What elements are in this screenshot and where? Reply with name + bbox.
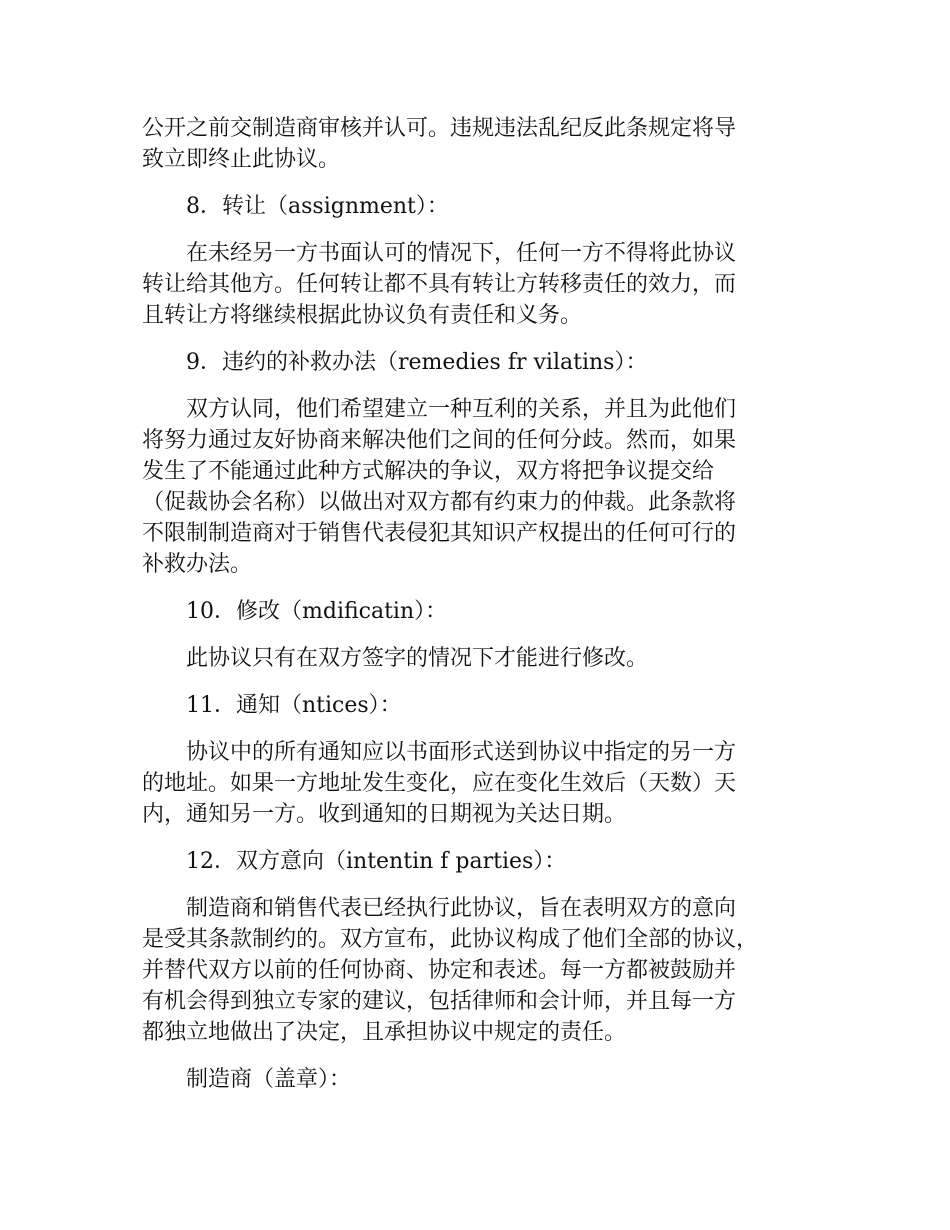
text-line: 在未经另一方书面认可的情况下，任何一方不得将此协议 bbox=[186, 241, 737, 266]
heading-8 bbox=[142, 191, 822, 222]
text-line: 并替代双方以前的任何协商、协定和表述。每一方都被鼓励并 bbox=[142, 958, 737, 983]
text-line: 补救办法。 bbox=[142, 552, 253, 577]
text-line: 发生了不能通过此种方式解决的争议，双方将把争议提交给 bbox=[142, 459, 715, 484]
para-confidentiality-end bbox=[142, 113, 822, 175]
text-line: 的地址。如果一方地址发生变化，应在变化生效后（天数）天 bbox=[142, 771, 737, 796]
heading-9 bbox=[142, 347, 822, 378]
heading-10 bbox=[142, 596, 822, 627]
text-line: 此协议只有在双方签字的情况下才能进行修改。 bbox=[186, 646, 649, 671]
text-line: 协议中的所有通知应以书面形式送到协议中指定的另一方 bbox=[186, 740, 737, 765]
text-line: 有机会得到独立专家的建议，包括律师和会计师，并且每一方 bbox=[142, 989, 737, 1014]
text-line: 是受其条款制约的。双方宣布，此协议构成了他们全部的协议， bbox=[142, 927, 759, 952]
text-line: 不限制制造商对于销售代表侵犯其知识产权提出的任何可行的 bbox=[142, 521, 737, 546]
text-line: 转让给其他方。任何转让都不具有转让方转移责任的效力，而 bbox=[142, 272, 737, 297]
document-body bbox=[142, 113, 822, 1095]
heading-11 bbox=[142, 690, 822, 721]
section-heading: 12．双方意向（intentin f parties）： bbox=[186, 849, 567, 874]
heading-12 bbox=[142, 846, 822, 877]
signature-manufacturer bbox=[142, 1064, 822, 1095]
para-assignment bbox=[142, 238, 822, 331]
para-modification bbox=[142, 643, 822, 674]
text-line: （促裁协会名称）以做出对双方都有约束力的仲裁。此条款将 bbox=[142, 490, 737, 515]
text-line: 将努力通过友好协商来解决他们之间的任何分歧。然而，如果 bbox=[142, 428, 737, 453]
text-line: 都独立地做出了决定，且承担协议中规定的责任。 bbox=[142, 1020, 627, 1045]
text-line: 致立即终止此协议。 bbox=[142, 147, 341, 172]
section-heading: 9．违约的补救办法（remedies fr vilatins）： bbox=[186, 350, 648, 375]
section-heading: 10．修改（mdificatin）： bbox=[186, 599, 448, 624]
text-line: 双方认同，他们希望建立一种互利的关系，并且为此他们 bbox=[186, 397, 737, 422]
text-line: 且转让方将继续根据此协议负有责任和义务。 bbox=[142, 303, 583, 328]
para-notices bbox=[142, 737, 822, 830]
para-intention bbox=[142, 893, 822, 1048]
section-heading: 11．通知（ntices）： bbox=[186, 693, 402, 718]
signature-label: 制造商（盖章）： bbox=[186, 1067, 352, 1092]
text-line: 公开之前交制造商审核并认可。违规违法乱纪反此条规定将导 bbox=[142, 116, 737, 141]
para-remedies bbox=[142, 394, 822, 580]
text-line: 内，通知另一方。收到通知的日期视为关达日期。 bbox=[142, 802, 627, 827]
text-line: 制造商和销售代表已经执行此协议，旨在表明双方的意向 bbox=[186, 896, 737, 921]
section-heading: 8．转让（assignment）： bbox=[186, 194, 449, 219]
